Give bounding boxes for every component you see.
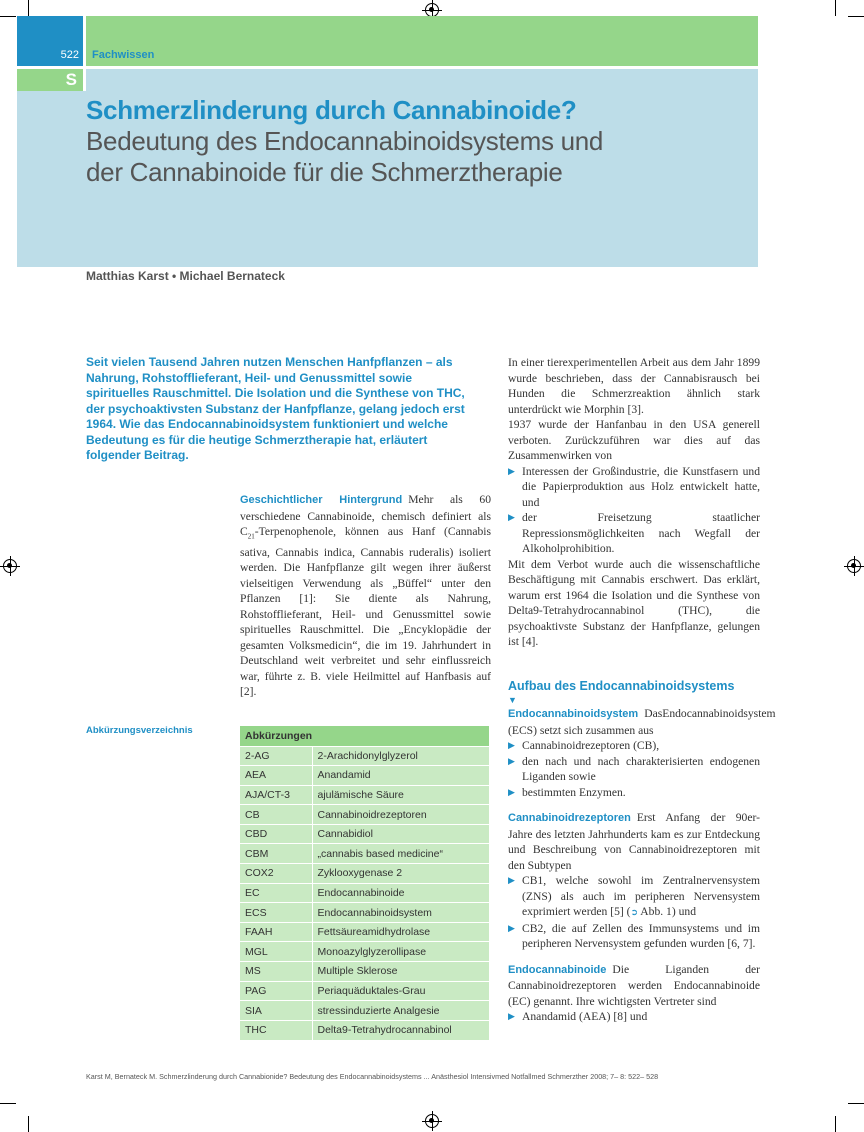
registration-mark-icon [425,3,439,17]
bullet-list [508,464,760,557]
page-number-box [17,16,83,66]
registration-mark-icon [847,559,861,573]
paragraph: 1937 wurde der Hanfanbau in den USA generell verboten. Zurückzuführen war dies auf das Zusammenwirken von [508,418,760,462]
list-item-text: CB1, welche sowohl im Zentralnervensystem (ZNS) als auch im peripheren Nervensystem exprimiert werden [5] ( [522,874,760,918]
table-row [240,1001,489,1021]
page-number: 522 [60,49,79,61]
table-row [240,805,489,825]
list-item: ▶ Anandamid (AEA) [8] und [508,1009,760,1025]
registration-mark-icon [3,559,17,573]
definition-cell: Anandamid [312,766,489,786]
runin-heading: Geschichtlicher Hintergrund [240,494,403,506]
table-row [240,903,489,923]
paragraph: In einer tierexperimentellen Arbeit aus dem Jahr 1899 wurde beschrieben, dass der Cannabisrausch bei Hunden die Schmerzreaktion ähnlich stark unterdrückt wie Morphin [3]. [508,356,760,416]
runin-heading: Endocannabinoide [508,963,607,976]
paragraph-text: Mehr als 60 verschiedene Cannabinoide, chemisch definiert als C [240,493,492,538]
runin-heading: Endocannabinoidsystem [508,708,639,720]
subscript: 21 [247,532,255,541]
subtitle-line: der Cannabinoide für die Schmerztherapie [86,157,563,187]
section-band [86,16,758,66]
article-title: Schmerzlinderung durch Cannabinoide? [86,95,577,125]
bullet-list [508,1009,760,1025]
list-item [508,873,760,921]
crop-mark [848,16,864,17]
table-row [240,962,489,982]
footer-citation: Karst M, Bernateck M. Schmerzlinderung durch Cannabionide? Bedeutung des Endocannabinoidsystems ... Anästhesiol Intensivmed Notfallmed Schmerzther 2008; 7– 8: 522– 528 [86,1072,659,1081]
crop-mark [0,16,16,17]
authors: Matthias Karst • Michael Bernateck [86,269,285,283]
list-item: ▶ Interessen der Großindustrie, die Kunstfasern und die Papierproduktion aus Holz entwickelt hatte, und [508,464,760,511]
abstract: Seit vielen Tausend Jahren nutzen Menschen Hanfpflanzen – als Nahrung, Rohstofflieferant, Heil- und Genussmittel sowie spirituelles Rauschmittel. Die Isolation und die Synthese von THC, der psychoaktivsten Substanz der Hanfpflanze, gelang jedoch erst 1964. Wie das Endocannabinoidsystem funktioniert und welche Bedeutung es für die heutige Schmerztherapie hat, erläutert folgender Beitrag. [86,355,465,462]
abbreviation-cell: AJA/CT-3 [240,785,312,805]
paragraph: Mit dem Verbot wurde auch die wissenschaftliche Beschäftigung mit Cannabis erschwert. Das erklärt, warum erst 1964 die Isolation und die Synthese von Delta9-Tetrahydrocannabinol (THC), die psychoaktivste Substanz der Hanfpflanze, gelungen ist [4]. [508,557,760,648]
definition-cell: 2-Arachidonylglyzerol [312,746,489,766]
abbreviations-side-label: Abkürzungsverzeichnis [86,725,193,736]
abbreviation-cell: ECS [240,903,312,923]
abbreviation-cell: EC [240,883,312,903]
abbreviation-cell: SIA [240,1001,312,1021]
list-item: ▶ Cannabinoidrezeptoren (CB), [508,738,760,754]
crop-mark [835,1116,836,1132]
definition-cell: stressinduzierte Analgesie [312,1001,489,1021]
abbreviation-cell: THC [240,1020,312,1040]
runin-heading: Cannabinoidrezeptoren [508,812,631,824]
section-heading: Aufbau des Endocannabinoidsystems [508,678,735,693]
definition-cell: ajulämische Säure [312,785,489,805]
abbreviation-cell: 2-AG [240,746,312,766]
title-band [86,69,758,91]
list-item: ▶ bestimmten Enzymen. [508,785,760,801]
paragraph [240,492,491,700]
bullet-list [508,738,760,800]
paragraph-text: Erst Anfang der 90er-Jahre des letzten Jahrhunderts kam es zur Entdeckung und Beschreibung von Cannabinoidrezeptoren mit den Subtypen [508,811,760,872]
table-body [240,746,489,1040]
section-letter: S [65,70,77,89]
table-row [240,824,489,844]
triangle-down-icon: ▼ [508,695,517,705]
column-history [240,492,491,700]
list-item: ▶ der Freisetzung staatlicher Repressionsmöglichkeiten nach Wegfall der Alkoholprohibition. [508,510,760,557]
list-item: ▶ CB2, die auf Zellen des Immunsystems und im peripheren Nervensystem gefunden wurden [6, 7]. [508,921,760,952]
paragraph [508,810,760,873]
table-row [240,942,489,962]
definition-cell: „cannabis based medicine“ [312,844,489,864]
definition-cell: Fettsäureamidhydrolase [312,922,489,942]
paragraph [508,706,776,738]
table-row [240,844,489,864]
definition-cell: Delta9-Tetrahydrocannabinol [312,1020,489,1040]
table-row [240,864,489,884]
definition-cell: Endocannabinoide [312,883,489,903]
list-item: ▶ den nach und nach charakterisierten endogenen Liganden sowie [508,754,760,785]
registration-mark-icon [425,1114,439,1128]
table-row [240,746,489,766]
definition-cell: Zyklooxygenase 2 [312,864,489,884]
abbreviation-cell: AEA [240,766,312,786]
definition-cell: Multiple Sklerose [312,962,489,982]
crop-mark [0,1103,16,1104]
table-row [240,785,489,805]
paragraph-text: -Terpenophenole, können aus Hanf (Cannabis sativa, Cannabis indica, Cannabis ruderalis) isoliert werden. Die Hanfpflanze gilt wegen ihrer äußerst vielseitigen Verwendung als „Büffel“ unter den Pflanzen [1]: Sie diente als Nahrung, Rohstofflieferant, Heil- und Genussmittel sowie spirituelles Rauschmittel. Die „Encyklopädie der gesamten Volksmedicin“, die im 19. Jahrhundert in Deutschland weit verbreitet und sehr einflussreich war, führte z. B. viele Heilmittel auf Hanfbasis auf [2]. [240,525,491,699]
definition-cell: Cannabidiol [312,824,489,844]
crop-mark [28,0,29,16]
table-row [240,981,489,1001]
table-row [240,766,489,786]
figure-reference[interactable]: Abb. 1 [640,905,672,918]
abbreviation-cell: MGL [240,942,312,962]
crop-mark [835,0,836,16]
subtitle-line: Bedeutung des Endocannabinoidsystems und [86,126,604,156]
definition-cell: Monoazylglyzerollipase [312,942,489,962]
definition-cell: Periaquäduktales-Grau [312,981,489,1001]
abbreviation-cell: PAG [240,981,312,1001]
paragraph [508,962,760,1010]
table-row [240,1020,489,1040]
figure-link-icon[interactable]: ➲ [630,907,641,917]
abbreviation-cell: CBD [240,824,312,844]
list-item-text: ) und [671,905,696,918]
paragraph-text: DasEndocannabinoidsystem (ECS) setzt sich zusammen aus [508,707,776,737]
definition-cell: Endocannabinoidsystem [312,903,489,923]
article-subtitle [86,126,746,188]
definition-cell: Cannabinoidrezeptoren [312,805,489,825]
table-row [240,883,489,903]
column-right [508,355,776,1025]
abbreviation-cell: COX2 [240,864,312,884]
abbreviation-cell: CBM [240,844,312,864]
abbreviation-cell: MS [240,962,312,982]
abbreviations-table [240,726,489,1040]
abbreviation-cell: CB [240,805,312,825]
section-label: Fachwissen [92,49,155,61]
paragraph-text: Die Liganden der Cannabinoidrezeptoren werden Endocannabinoide (EC) genannt. Ihre wichtigsten Vertreter sind [508,962,760,1008]
table-row [240,922,489,942]
table-header: Abkürzungen [240,726,489,746]
abbreviation-cell: FAAH [240,922,312,942]
bullet-list [508,873,760,952]
crop-mark [848,1103,864,1104]
crop-mark [28,1116,29,1132]
section-letter-box [17,69,83,91]
